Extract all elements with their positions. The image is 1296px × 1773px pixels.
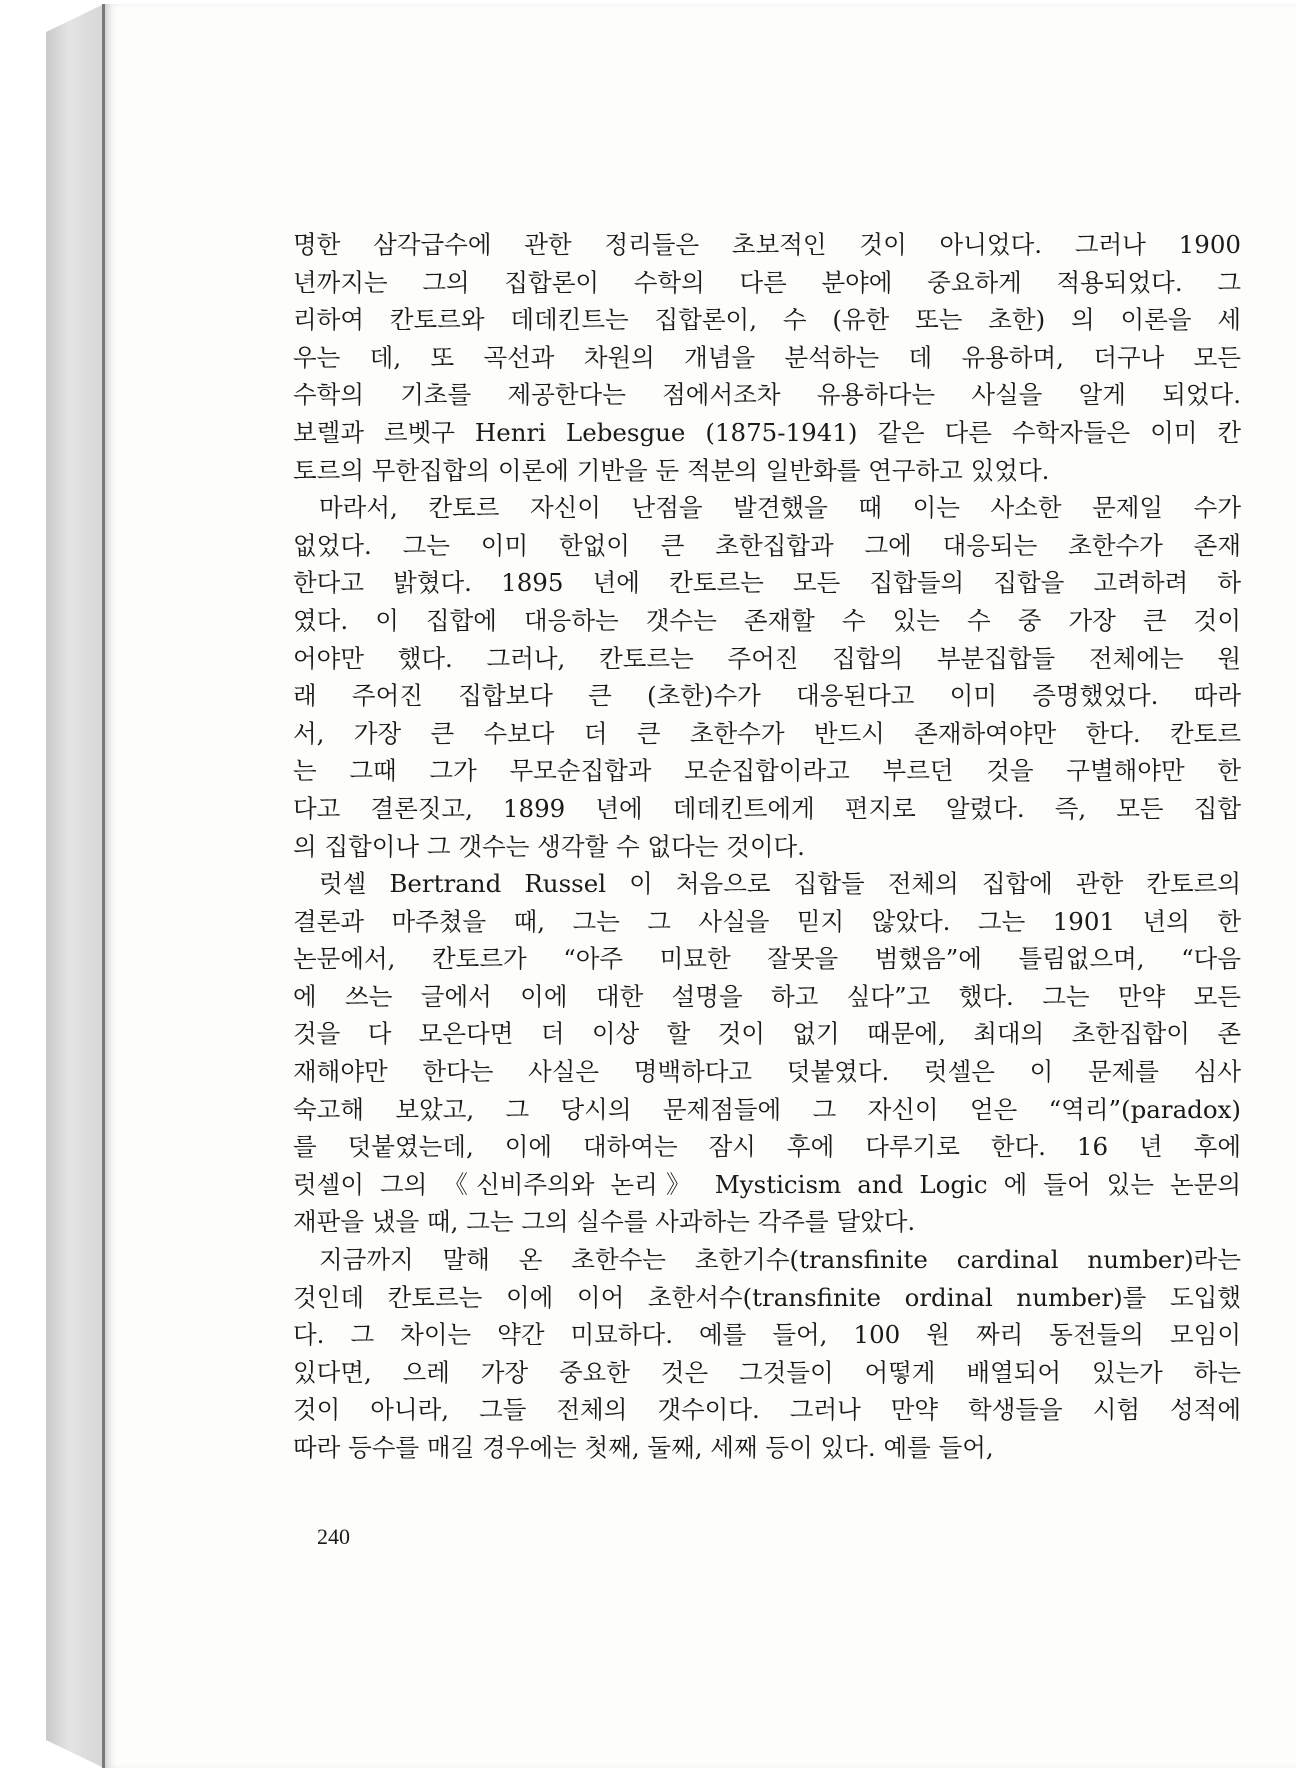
text-line: 보렐과 르벳구 Henri Lebesgue (1875-1941) 같은 다른 수학자들은 이미 칸 bbox=[293, 417, 1241, 447]
text-line: 어야만 했다. 그러나, 칸토르는 주어진 집합의 부분집합들 전체에는 원 bbox=[293, 643, 1241, 673]
text-line: 는 그때 그가 무모순집합과 모순집합이라고 부르던 것을 구별해야만 한 bbox=[293, 756, 1241, 786]
text-line: 재판을 냈을 때, 그는 그의 실수를 사과하는 각주를 달았다. bbox=[293, 1207, 916, 1237]
paragraph bbox=[293, 489, 1241, 865]
text-line: 없었다. 그는 이미 한없이 큰 초한집합과 그에 대응되는 초한수가 존재 bbox=[293, 530, 1241, 560]
text-line: 를 덧붙였는데, 이에 대하여는 잠시 후에 다루기로 한다. 16 년 후에 bbox=[293, 1132, 1241, 1162]
text-line: 마라서, 칸토르 자신이 난점을 발견했을 때 이는 사소한 문제일 수가 bbox=[319, 493, 1241, 523]
text-line: 래 주어진 집합보다 큰 (초한)수가 대응된다고 이미 증명했었다. 따라 bbox=[293, 681, 1241, 711]
text-line: 결론과 마주쳤을 때, 그는 그 사실을 믿지 않았다. 그는 1901 년의 한 bbox=[293, 906, 1241, 936]
text-line: 의 집합이나 그 갯수는 생각할 수 없다는 것이다. bbox=[293, 831, 805, 861]
paragraph bbox=[293, 226, 1241, 489]
text-line: 것을 다 모은다면 더 이상 할 것이 없기 때문에, 최대의 초한집합이 존 bbox=[293, 1019, 1241, 1049]
text-line: 서, 가장 큰 수보다 더 큰 초한수가 반드시 존재하여야만 한다. 칸토르 bbox=[293, 718, 1241, 748]
text-line: 것이 아니라, 그들 전체의 갯수이다. 그러나 만약 학생들을 시험 성적에 bbox=[293, 1395, 1241, 1425]
text-line: 재해야만 한다는 사실은 명백하다고 덧붙였다. 럿셀은 이 문제를 심사 bbox=[293, 1057, 1241, 1087]
text-line: 것인데 칸토르는 이에 이어 초한서수(transfinite ordinal number)를 도입했 bbox=[293, 1282, 1241, 1312]
text-line: 리하여 칸토르와 데데킨트는 집합론이, 수 (유한 또는 초한) 의 이론을 세 bbox=[293, 305, 1241, 335]
text-line: 지금까지 말해 온 초한수는 초한기수(transfinite cardinal number)라는 bbox=[319, 1245, 1241, 1275]
text-line: 년까지는 그의 집합론이 수학의 다른 분야에 중요하게 적용되었다. 그 bbox=[293, 267, 1241, 297]
text-line: 논문에서, 칸토르가 “아주 미묘한 잘못을 범했음”에 틀림없으며, “다음 bbox=[293, 944, 1241, 974]
page-number: 240 bbox=[317, 1524, 350, 1549]
text-line: 숙고해 보았고, 그 당시의 문제점들에 그 자신이 얻은 “역리”(paradox) bbox=[293, 1094, 1241, 1124]
text-line: 있다면, 으레 가장 중요한 것은 그것들이 어떻게 배열되어 있는가 하는 bbox=[293, 1357, 1241, 1387]
text-line: 럿셀 Bertrand Russel 이 처음으로 집합들 전체의 집합에 관한 칸토르의 bbox=[319, 869, 1241, 899]
text-line: 한다고 밝혔다. 1895 년에 칸토르는 모든 집합들의 집합을 고려하려 하 bbox=[293, 568, 1241, 598]
text-line: 다고 결론짓고, 1899 년에 데데킨트에게 편지로 알렸다. 즉, 모든 집합 bbox=[293, 793, 1241, 823]
paragraph bbox=[293, 1241, 1241, 1467]
body-text bbox=[293, 226, 1241, 1467]
text-line: 럿셀이 그의 《신비주의와 논리》 Mysticism and Logic 에 들어 있는 논문의 bbox=[293, 1169, 1241, 1199]
text-line: 다. 그 차이는 약간 미묘하다. 예를 들어, 100 원 짜리 동전들의 모임이 bbox=[293, 1320, 1241, 1350]
text-line: 수학의 기초를 제공한다는 점에서조차 유용하다는 사실을 알게 되었다. bbox=[293, 380, 1241, 410]
text-line: 에 쓰는 글에서 이에 대한 설명을 하고 싶다”고 했다. 그는 만약 모든 bbox=[293, 981, 1241, 1011]
text-line: 따라 등수를 매길 경우에는 첫째, 둘째, 세째 등이 있다. 예를 들어, bbox=[293, 1433, 994, 1462]
text-line: 명한 삼각급수에 관한 정리들은 초보적인 것이 아니었다. 그러나 1900 bbox=[293, 230, 1241, 259]
text-line: 였다. 이 집합에 대응하는 갯수는 존재할 수 있는 수 중 가장 큰 것이 bbox=[293, 605, 1241, 635]
text-line: 토르의 무한집합의 이론에 기반을 둔 적분의 일반화를 연구하고 있었다. bbox=[293, 455, 1050, 485]
text-line: 우는 데, 또 곡선과 차원의 개념을 분석하는 데 유용하며, 더구나 모든 bbox=[293, 342, 1241, 372]
book-page bbox=[105, 4, 1296, 1768]
paragraph bbox=[293, 865, 1241, 1241]
book-spine bbox=[46, 4, 104, 1768]
